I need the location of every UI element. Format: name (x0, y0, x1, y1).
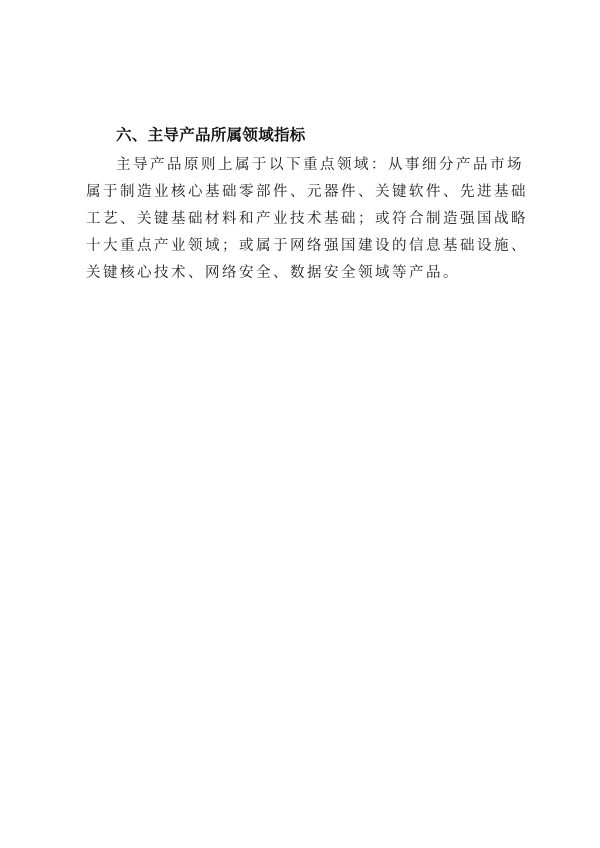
paragraph-line: 工艺、关键基础材料和产业技术基础；或符合制造强国战略 (86, 211, 528, 227)
paragraph-line: 主导产品原则上属于以下重点领域：从事细分产品市场 (116, 157, 524, 173)
section-paragraph (86, 152, 526, 287)
paragraph-line: 十大重点产业领域；或属于网络强国建设的信息基础设施、 (86, 238, 528, 254)
section-heading: 六、主导产品所属领域指标 (116, 126, 306, 144)
paragraph-line: 关键核心技术、网络安全、数据安全领域等产品。 (86, 265, 460, 281)
paragraph-line: 属于制造业核心基础零部件、元器件、关键软件、先进基础 (86, 184, 528, 200)
